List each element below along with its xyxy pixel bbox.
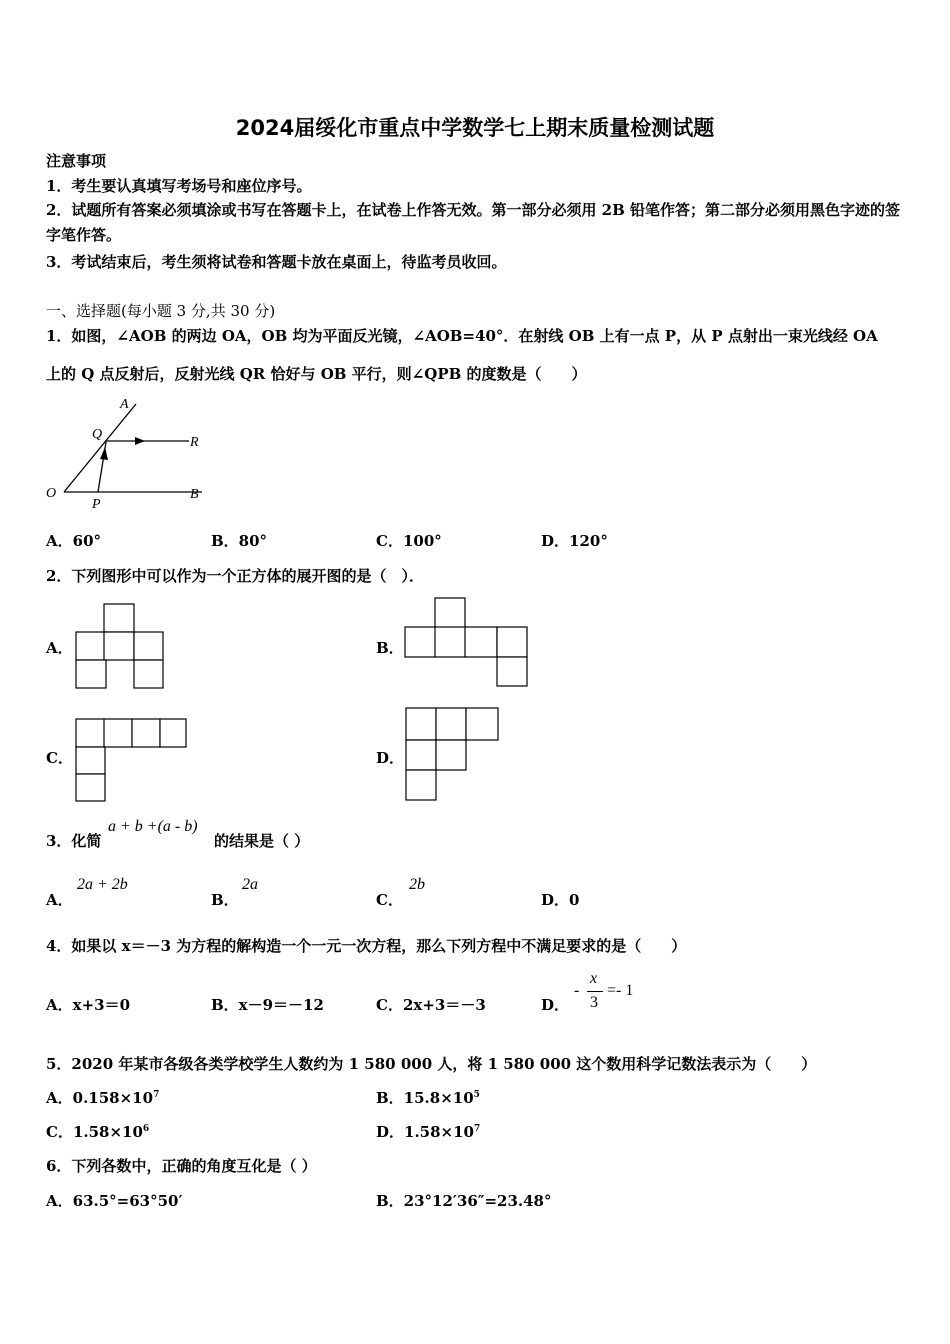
- q5-option-c-exp: 6: [142, 1124, 150, 1134]
- q5-option-d-base: D．1.58×10: [376, 1123, 474, 1141]
- page-title: 2024届绥化市重点中学数学七上期末质量检测试题: [235, 116, 715, 140]
- q5-option-b-base: B．15.8×10: [376, 1089, 474, 1107]
- q3-suffix: 的结果是（ ）: [214, 832, 310, 850]
- q3-expression: a + b +(a - b): [108, 818, 198, 835]
- q3-label-b: B．: [211, 891, 239, 909]
- q2-net-b: [404, 597, 529, 689]
- section-heading: 一、选择题(每小题 3 分,共 30 分): [46, 302, 276, 320]
- notes-heading: 注意事项: [46, 152, 107, 170]
- fraction-minus: -: [574, 982, 580, 999]
- q3-label-a: A．: [46, 891, 73, 909]
- q3-option-d: D．0: [541, 891, 580, 909]
- q6-option-b: B．23°12′36″=23.48°: [376, 1192, 552, 1210]
- q1-option-d: D．120°: [541, 532, 608, 550]
- figure-label-r: R: [190, 435, 199, 450]
- q5-option-a-base: A．0.158×10: [46, 1089, 154, 1107]
- q4-option-d-expression: [574, 970, 654, 1020]
- q5-option-c-base: C．1.58×10: [46, 1123, 143, 1141]
- q2-net-d: [405, 707, 500, 803]
- note-item: 1．考生要认真填写考场号和座位序号。: [46, 177, 312, 195]
- q2-net-a: [75, 603, 165, 689]
- q4-stem: 4．如果以 x＝－3 为方程的解构造一个一元一次方程，那么下列方程中不满足要求的是（ ）: [46, 937, 687, 955]
- q5-option-d: [376, 1122, 480, 1142]
- q2-stem: 2．下列图形中可以作为一个正方体的展开图的是（ ）．: [46, 567, 424, 585]
- figure-label-o: O: [46, 486, 57, 501]
- q5-option-d-exp: 7: [473, 1124, 481, 1134]
- fraction-rhs: =- 1: [607, 982, 634, 999]
- q4-option-d: D．: [541, 996, 570, 1014]
- q4-option-c: C．2x+3＝－3: [376, 996, 486, 1014]
- q1-stem-line1: 1．如图，∠AOB 的两边 OA，OB 均为平面反光镜，∠AOB=40°．在射线 OB 上有一点 P，从 P 点射出一束光线经 OA: [46, 327, 878, 345]
- q4-option-b: B．x－9＝－12: [211, 996, 324, 1014]
- figure-label-q: Q: [92, 427, 103, 442]
- q3-value-c: 2b: [409, 876, 425, 893]
- q3-prefix: 3．化简: [46, 832, 102, 850]
- q3-value-b: 2a: [242, 876, 258, 893]
- fraction-bar: [587, 991, 603, 992]
- q1-option-c: C．100°: [376, 532, 442, 550]
- q5-option-a-exp: 7: [153, 1090, 160, 1100]
- q2-label-d: D．: [376, 749, 405, 767]
- q2-label-a: A．: [46, 639, 73, 657]
- q4-option-a: A．x+3＝0: [46, 996, 131, 1014]
- q5-stem: 5．2020 年某市各级各类学校学生人数约为 1 580 000 人，将 1 580 000 这个数用科学记数法表示为（ ）: [46, 1055, 817, 1073]
- q2-label-c: C．: [46, 749, 73, 767]
- q5-option-c: [46, 1122, 149, 1142]
- note-item: 3．考试结束后，考生须将试卷和答题卡放在桌面上，待监考员收回。: [46, 253, 507, 271]
- q2-net-c: [75, 718, 190, 804]
- fraction-denominator: 3: [590, 994, 598, 1011]
- q2-label-b: B．: [376, 639, 404, 657]
- q1-reflection-figure: [40, 392, 210, 512]
- q6-stem: 6．下列各数中，正确的角度互化是（ ）: [46, 1157, 317, 1175]
- q3-label-c: C．: [376, 891, 403, 909]
- note-item: 2．试题所有答案必须填涂或书写在答题卡上，在试卷上作答无效。第一部分必须用 2B 铅笔作答；第二部分必须用黑色字迹的签字笔作答。: [46, 201, 901, 244]
- q1-option-b: B．80°: [211, 532, 268, 550]
- figure-label-p: P: [92, 497, 101, 512]
- fraction-numerator: x: [590, 970, 598, 987]
- q6-option-a: A．63.5°=63°50′: [46, 1192, 183, 1210]
- q1-option-a: A．60°: [46, 532, 102, 550]
- q5-option-b-exp: 5: [473, 1090, 480, 1100]
- q3-value-a: 2a + 2b: [77, 876, 128, 893]
- figure-label-a: A: [120, 397, 129, 412]
- figure-label-b: B: [190, 487, 199, 502]
- q5-option-a: [46, 1088, 159, 1108]
- q1-stem-line2: 上的 Q 点反射后，反射光线 QR 恰好与 OB 平行，则∠QPB 的度数是（ ）: [46, 365, 587, 383]
- q5-option-b: [376, 1088, 480, 1108]
